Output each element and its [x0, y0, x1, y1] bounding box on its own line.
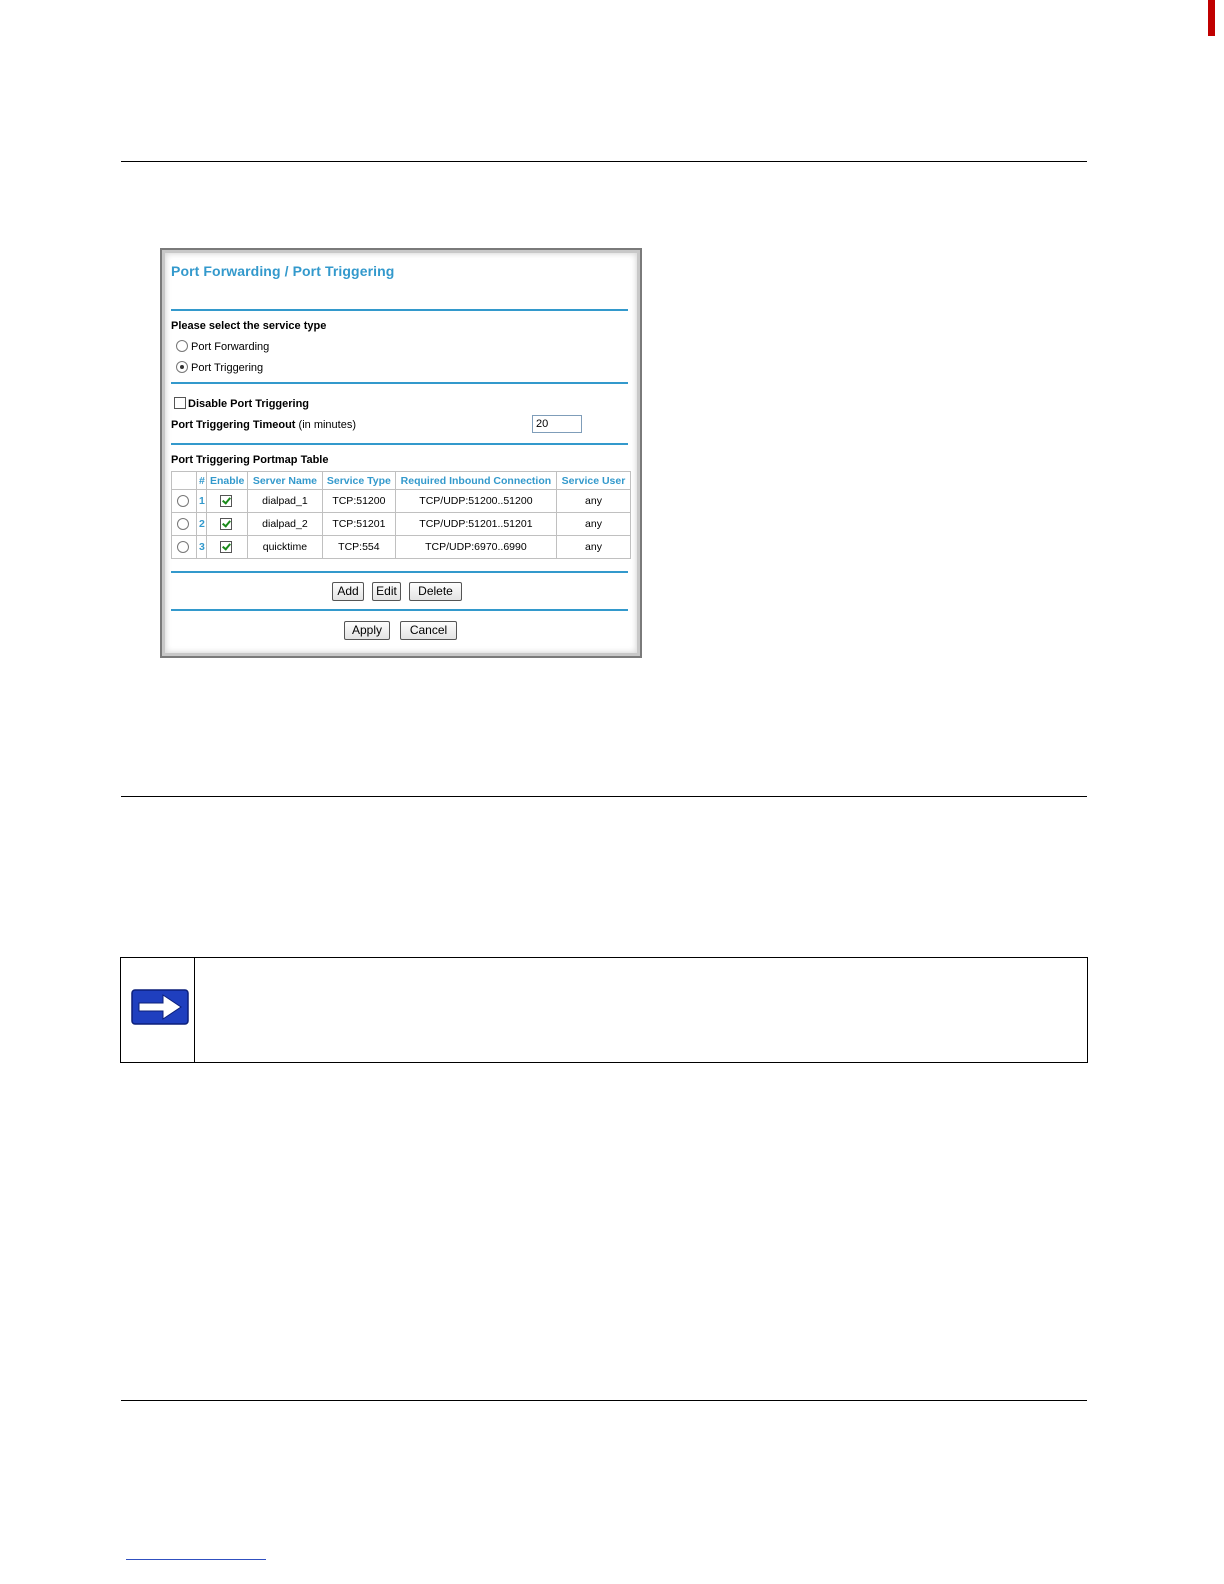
row-enable-checkbox[interactable] — [207, 490, 247, 512]
row-inbound: TCP/UDP:51200..51200 — [396, 490, 556, 512]
separator — [171, 571, 628, 573]
portmap-table — [171, 471, 631, 559]
separator — [171, 443, 628, 445]
apply-button[interactable]: Apply — [344, 621, 390, 640]
row-server-name: dialpad_2 — [248, 513, 322, 535]
col-select — [172, 472, 196, 489]
table-row — [172, 513, 630, 535]
page-edge-marker — [1208, 0, 1215, 36]
service-type-label: Please select the service type — [171, 320, 327, 332]
table-row — [172, 490, 630, 512]
timeout-input[interactable] — [532, 415, 582, 433]
row-enable-checkbox[interactable] — [207, 513, 247, 535]
row-service-type: TCP:51200 — [323, 490, 395, 512]
row-number: 1 — [197, 490, 206, 512]
col-server-name: Server Name — [248, 472, 322, 489]
radio-port-forwarding[interactable] — [176, 340, 269, 353]
timeout-label-bold: Port Triggering Timeout — [171, 419, 296, 431]
radio-circle[interactable] — [177, 495, 189, 507]
col-enable: Enable — [207, 472, 247, 489]
row-server-name: dialpad_1 — [248, 490, 322, 512]
row-inbound: TCP/UDP:6970..6990 — [396, 536, 556, 558]
radio-circle-selected[interactable] — [176, 361, 188, 373]
section-rule — [121, 796, 1087, 797]
col-service-type: Service Type — [323, 472, 395, 489]
timeout-label — [171, 419, 356, 431]
checkbox-box[interactable] — [174, 397, 186, 409]
checkbox-checked[interactable] — [220, 518, 232, 530]
table-header-row — [172, 472, 630, 489]
table-row — [172, 536, 630, 558]
row-enable-checkbox[interactable] — [207, 536, 247, 558]
radio-label: Port Triggering — [191, 362, 264, 374]
row-select-radio[interactable] — [172, 536, 196, 558]
row-service-user: any — [557, 513, 630, 535]
footer-link-underline — [126, 1559, 266, 1560]
row-number: 2 — [197, 513, 206, 535]
checkbox-checked[interactable] — [220, 495, 232, 507]
note-box — [120, 957, 1088, 1063]
right-arrow-icon — [131, 989, 189, 1025]
col-required-inbound: Required Inbound Connection — [396, 472, 556, 489]
edit-button[interactable]: Edit — [372, 582, 401, 601]
radio-circle[interactable] — [177, 518, 189, 530]
row-select-radio[interactable] — [172, 490, 196, 512]
add-button[interactable]: Add — [332, 582, 364, 601]
radio-port-triggering[interactable] — [176, 361, 263, 374]
row-service-type: TCP:51201 — [323, 513, 395, 535]
row-number: 3 — [197, 536, 206, 558]
separator — [171, 309, 628, 311]
footer-rule — [121, 1400, 1087, 1401]
radio-circle[interactable] — [177, 541, 189, 553]
separator — [171, 609, 628, 611]
row-service-user: any — [557, 490, 630, 512]
delete-button[interactable]: Delete — [409, 582, 462, 601]
checkbox-label: Disable Port Triggering — [188, 398, 310, 410]
row-select-radio[interactable] — [172, 513, 196, 535]
row-server-name: quicktime — [248, 536, 322, 558]
col-service-user: Service User — [557, 472, 630, 489]
portmap-table-label: Port Triggering Portmap Table — [171, 454, 329, 466]
checkbox-checked[interactable] — [220, 541, 232, 553]
port-triggering-screenshot — [160, 248, 642, 658]
radio-label: Port Forwarding — [191, 341, 270, 353]
col-number: # — [197, 472, 206, 489]
note-divider — [194, 958, 195, 1062]
header-rule — [121, 161, 1087, 162]
row-service-type: TCP:554 — [323, 536, 395, 558]
row-inbound: TCP/UDP:51201..51201 — [396, 513, 556, 535]
disable-port-triggering-checkbox[interactable] — [174, 397, 309, 410]
radio-circle[interactable] — [176, 340, 188, 352]
page-title: Port Forwarding / Port Triggering — [171, 263, 395, 279]
row-service-user: any — [557, 536, 630, 558]
timeout-label-unit: (in minutes) — [295, 419, 357, 431]
cancel-button[interactable]: Cancel — [400, 621, 457, 640]
separator — [171, 382, 628, 384]
